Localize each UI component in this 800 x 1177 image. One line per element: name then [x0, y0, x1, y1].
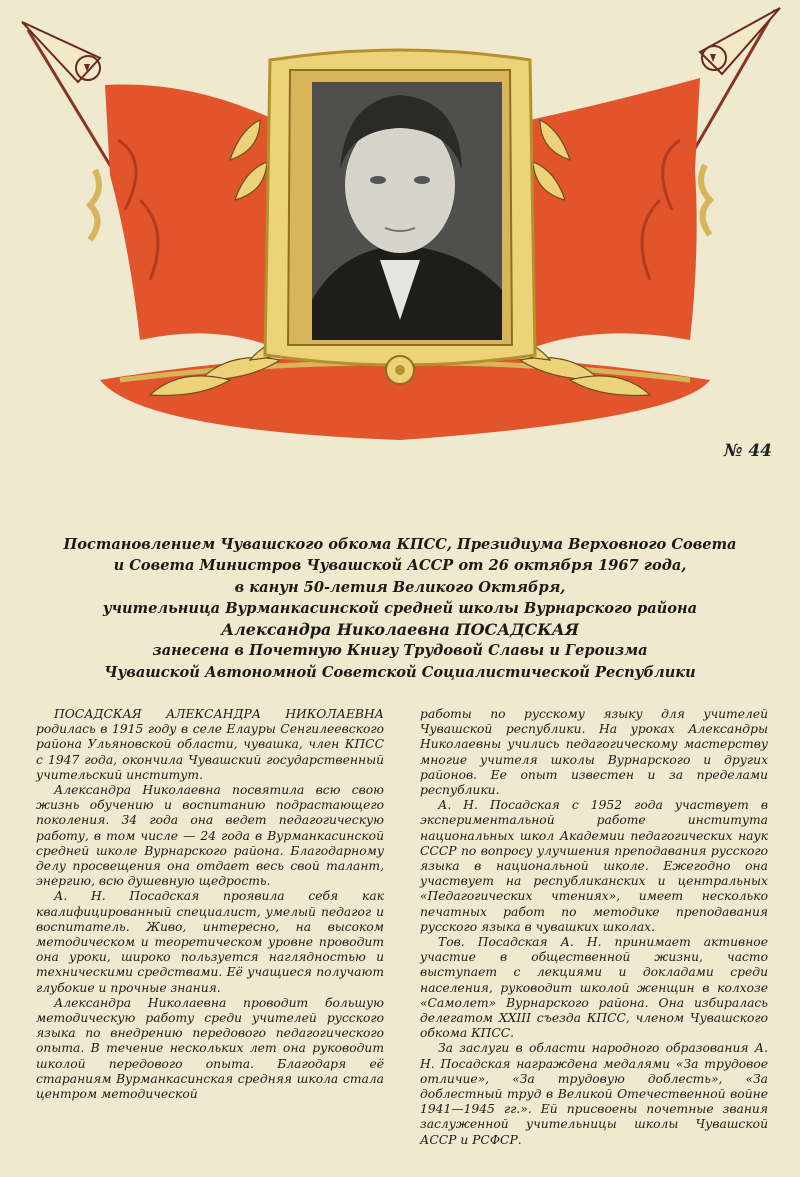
- portrait-photo: [312, 82, 502, 340]
- decree-heading: [40, 534, 760, 683]
- biography-paragraph: Александра Николаевна посвятила всю свою жизнь обучению и воспитанию подрастающего поколения. 34 года она ведет педагогическую работу, в том числе — 24 года в Вурманкасинской средней школе Вурнарского района. Благодарному делу просвещения она отдает весь свой талант, энергию, всю душевную щедрость.: [36, 783, 384, 889]
- biography-paragraph: За заслуги в области народного образования А. Н. Посадская награждена медалями «За трудовое отличие», «За трудовую доблесть», «За доблестный труд в Великой Отечественной войне 1941—1945 гг.». Ей присвоены почетные звания заслуженной учительницы школы Чувашской АССР и РСФСР.: [420, 1041, 768, 1147]
- honoree-name: Александра Николаевна ПОСАДСКАЯ: [221, 620, 579, 640]
- decree-line: Чувашской Автономной Советской Социалистической Республики: [104, 663, 696, 681]
- decree-line: учительница Вурманкасинской средней школы Вурнарского района: [102, 599, 698, 617]
- biography-paragraph: работы по русскому языку для учителей Чувашской республики. На уроках Александры Николаевны учились педагогическому мастерству многие учителя школы Вурнарского и других районов. Ее опыт известен и за пределами республики.: [420, 707, 768, 798]
- biography-paragraph: Тов. Посадская А. Н. принимает активное участие в общественной жизни, часто выступает с лекциями и докладами среди населения, руководит школой женщин в колхозе «Самолет» Вурнарского района. Она избиралась делегатом XXIII съезда КПСС, членом Чувашского обкома КПСС.: [420, 935, 768, 1041]
- decorative-header: [0, 0, 800, 440]
- decree-line: в канун 50-летия Великого Октября,: [234, 578, 566, 596]
- decree-line: Постановлением Чувашского обкома КПСС, Президиума Верховного Совета: [63, 536, 737, 553]
- biography-paragraph: ПОСАДСКАЯ АЛЕКСАНДРА НИКОЛАЕВНА родилась в 1915 году в селе Елауры Сенгилеевского района Ульяновской области, чувашка, член КПСС с 1947 года, окончила Чувашский государственный учительский институт.: [36, 707, 384, 782]
- decree-line: и Совета Министров Чувашской АССР от 26 октября 1967 года,: [113, 557, 687, 575]
- left-flag: [22, 22, 300, 360]
- biography-right-column: [420, 707, 768, 1148]
- left-spearhead-icon: [22, 22, 100, 82]
- biography-paragraph: А. Н. Посадская с 1952 года участвует в экспериментальной работе института национальных школ Академии педагогических наук СССР по вопросу улучшения преподавания русского языка в национальной школе. Ежегодно она участвует на республиканских и центральных «Педагогических чтениях», имеет несколько печатных работ по методике преподавания русского языка в чувашких школах.: [420, 798, 768, 934]
- decree-line: занесена в Почетную Книгу Трудовой Славы и Героизма: [152, 642, 648, 660]
- record-number: № 44: [723, 441, 772, 461]
- biography-left-column: [36, 707, 384, 1102]
- biography-paragraph: А. Н. Посадская проявила себя как квалифицированный специалист, умелый педагог и воспитатель. Живо, интересно, на высоком методическом и теоретическом уровне проводит она уроки, широко пользуется наглядностью и техническими средствами. Её учащиеся получают глубокие и прочные знания.: [36, 889, 384, 995]
- biography-paragraph: Александра Николаевна проводит большую методическую работу среди учителей русского языка по внедрению передового педагогического опыта. В течение нескольких лет она руководит школой передового опыта. Благодаря её стараниям Вурманкасинская средняя школа стала центром методической: [36, 995, 384, 1102]
- right-spearhead-icon: [700, 8, 780, 74]
